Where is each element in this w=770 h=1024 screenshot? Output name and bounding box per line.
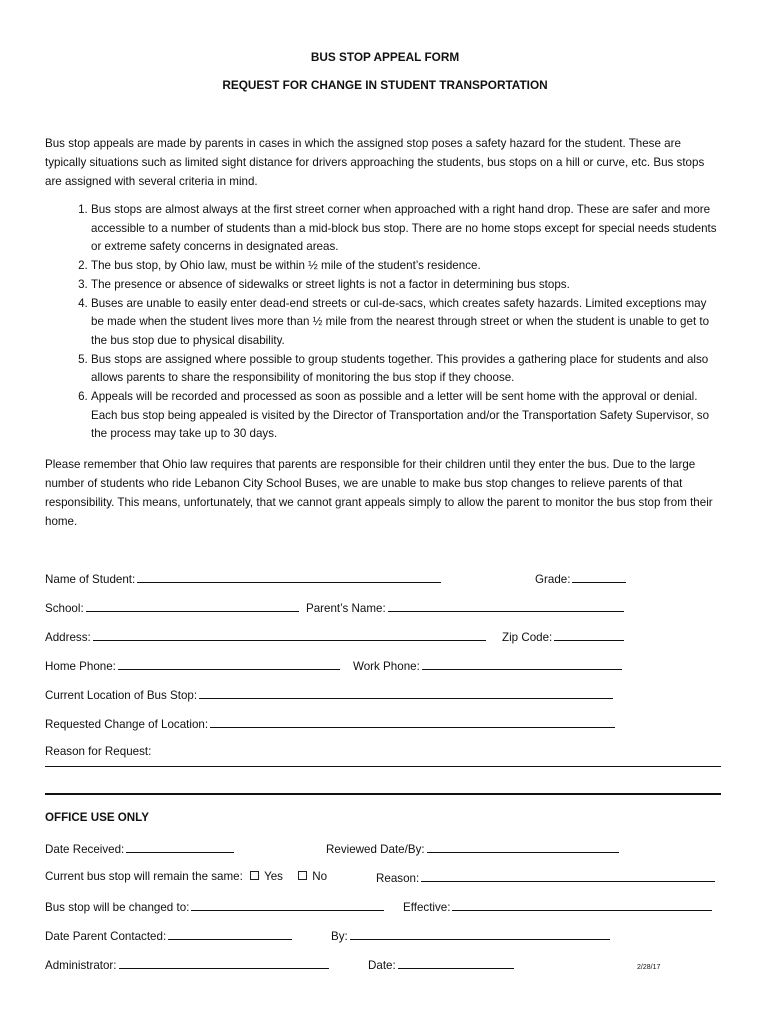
reviewed-row <box>326 841 619 856</box>
parent-name-label: Parent’s Name: <box>306 602 386 615</box>
address-field[interactable] <box>93 629 486 641</box>
no-label: No <box>312 870 328 883</box>
effective-field[interactable] <box>452 899 712 911</box>
reason-request-label: Reason for Request: <box>45 745 152 758</box>
criteria-item: 6. Appeals will be recorded and processed as soon as possible and a letter will be sent home with the approval or denial. Each bus stop being appealed is visited by the Director of Transportation and/or the Transportation Safety Supervisor, so the process may take up to 30 days. <box>91 388 721 444</box>
requested-change-field[interactable] <box>210 716 615 728</box>
changed-to-row <box>45 899 384 914</box>
address-label: Address: <box>45 631 91 644</box>
date-parent-contacted-field[interactable] <box>168 928 292 940</box>
work-phone-label: Work Phone: <box>353 660 420 673</box>
reviewed-label: Reviewed Date/By: <box>326 843 425 856</box>
date-parent-contacted-row <box>45 928 292 943</box>
effective-label: Effective: <box>403 901 451 914</box>
criteria-item: 3. The presence or absence of sidewalks or street lights is not a factor in determining bus stops. <box>91 276 721 295</box>
date-field[interactable] <box>398 957 514 969</box>
changed-to-label: Bus stop will be changed to: <box>45 901 190 914</box>
parent-name-field[interactable] <box>388 600 624 612</box>
yes-checkbox[interactable] <box>250 871 259 880</box>
form-subtitle: REQUEST FOR CHANGE IN STUDENT TRANSPORTATION <box>222 78 548 92</box>
date-received-field[interactable] <box>126 841 234 853</box>
date-received-row <box>45 841 234 856</box>
office-use-heading: OFFICE USE ONLY <box>45 811 149 824</box>
reason-field[interactable] <box>421 870 715 882</box>
date-received-label: Date Received: <box>45 843 125 856</box>
reason-request-line[interactable] <box>45 766 721 767</box>
student-name-label: Name of Student: <box>45 573 136 586</box>
date-parent-contacted-label: Date Parent Contacted: <box>45 930 167 943</box>
by-label: By: <box>331 930 348 943</box>
by-row <box>331 928 610 943</box>
criteria-item: 4. Buses are unable to easily enter dead-end streets or cul-de-sacs, which creates safety hazards. Limited exceptions may be made when the student lives more than ½ mile from the nearest through street or when the student is unable to get to the bus stop due to physical disability. <box>91 295 721 351</box>
intro-paragraph: Bus stop appeals are made by parents in cases in which the assigned stop poses a safety hazard for the student. These are typically situations such as limited sight distance for drivers approaching the students, bus stops on a hill or curve, etc. Bus stops are assigned with several criteria in mind. <box>45 137 705 188</box>
remain-same-label: Current bus stop will remain the same: <box>45 870 243 883</box>
effective-row <box>403 899 712 914</box>
home-phone-field[interactable] <box>118 658 340 670</box>
address-row <box>45 629 486 644</box>
school-row <box>45 600 299 615</box>
administrator-field[interactable] <box>119 957 329 969</box>
student-name-field[interactable] <box>137 571 441 583</box>
criteria-item: 1. Bus stops are almost always at the first street corner when approached with a right hand drop. These are safer and more accessible to a number of students than a mid-block bus stop. There are no home stops except for special needs students or extreme safety concerns in designated areas. <box>91 201 721 257</box>
parent-name-row <box>306 600 624 615</box>
date-row <box>368 957 514 972</box>
revision-date: 2/28/17 <box>637 964 661 971</box>
home-phone-row <box>45 658 340 673</box>
work-phone-row <box>353 658 622 673</box>
current-location-row <box>45 687 613 702</box>
closing-paragraph: Please remember that Ohio law requires that parents are responsible for their children until they enter the bus. Due to the large number of students who ride Lebanon City School Buses, we are unable to make bus stop changes to relieve parents of that responsibility. This means, unfortunately, that we cannot grant appeals simply to allow the parent to monitor the bus stop from their home. <box>45 458 713 528</box>
grade-label: Grade: <box>535 573 571 586</box>
zip-row <box>502 629 624 644</box>
student-name-row <box>45 571 441 586</box>
requested-change-label: Requested Change of Location: <box>45 718 209 731</box>
criteria-item: 5. Bus stops are assigned where possible to group students together. This provides a gathering place for students and also allows parents to share the responsibility of monitoring the bus stop if they choose. <box>91 351 721 388</box>
reason-label: Reason: <box>376 872 420 885</box>
reason-row <box>376 870 715 885</box>
no-checkbox[interactable] <box>298 871 307 880</box>
reviewed-field[interactable] <box>427 841 619 853</box>
by-field[interactable] <box>350 928 610 940</box>
current-location-label: Current Location of Bus Stop: <box>45 689 198 702</box>
reason-request-row <box>45 745 151 758</box>
grade-field[interactable] <box>572 571 626 583</box>
date-label: Date: <box>368 959 396 972</box>
criteria-item: 2. The bus stop, by Ohio law, must be within ½ mile of the student’s residence. <box>91 257 721 276</box>
school-field[interactable] <box>86 600 299 612</box>
administrator-label: Administrator: <box>45 959 117 972</box>
form-title: BUS STOP APPEAL FORM <box>310 50 460 64</box>
criteria-list <box>45 201 721 444</box>
zip-label: Zip Code: <box>502 631 553 644</box>
current-location-field[interactable] <box>199 687 613 699</box>
school-label: School: <box>45 602 84 615</box>
section-divider <box>45 793 721 795</box>
requested-change-row <box>45 716 615 731</box>
work-phone-field[interactable] <box>422 658 622 670</box>
zip-field[interactable] <box>554 629 624 641</box>
grade-row <box>535 571 626 586</box>
remain-same-row <box>45 870 327 883</box>
yes-label: Yes <box>264 870 283 883</box>
changed-to-field[interactable] <box>191 899 384 911</box>
administrator-row <box>45 957 329 972</box>
home-phone-label: Home Phone: <box>45 660 116 673</box>
